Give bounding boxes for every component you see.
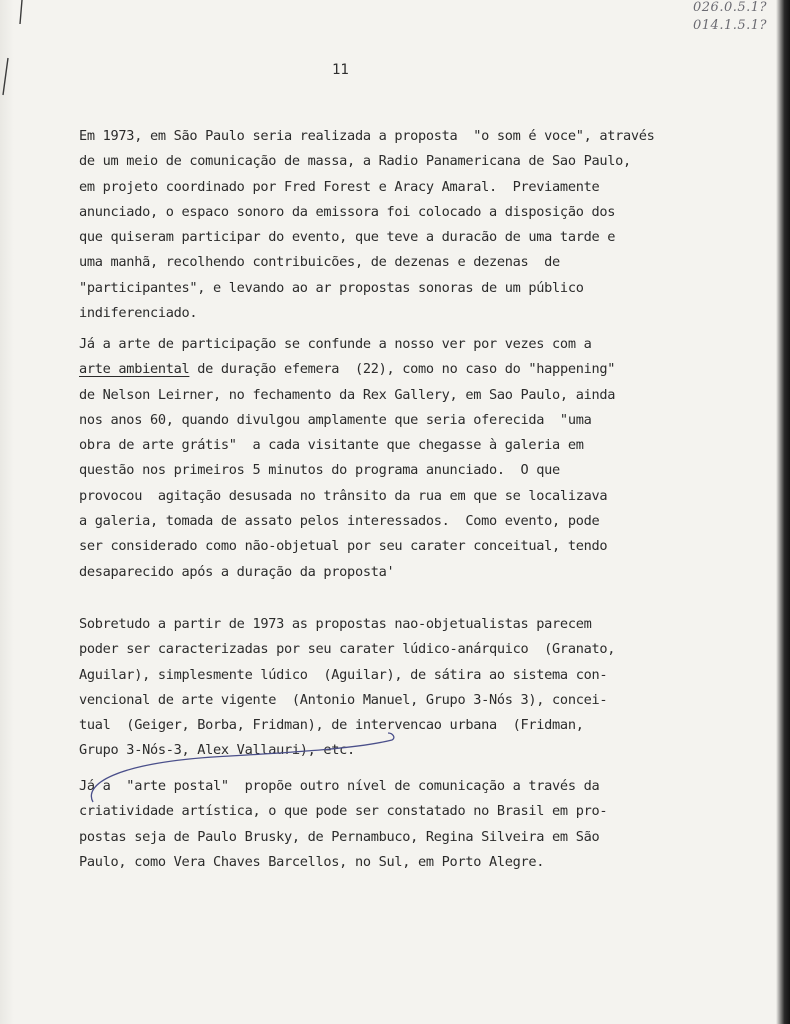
text-line: poder ser caracterizadas por seu carater lúdico-anárquico (Granato, (79, 641, 616, 658)
page-number: 11 (332, 62, 349, 78)
archive-code-1: 026.0.5.1? (693, 0, 767, 15)
text-line: em projeto coordinado por Fred Forest e Aracy Amaral. Previamente (79, 178, 600, 195)
text-line: Grupo 3-Nós-3, Alex Vallauri), etc. (79, 742, 355, 759)
text-line: Paulo, como Vera Chaves Barcellos, no Sul, em Porto Alegre. (79, 853, 545, 870)
archive-code-2: 014.1.5.1? (693, 18, 767, 33)
paragraph-arte-postal (79, 774, 739, 875)
text-line: vencional de arte vigente (Antonio Manuel, Grupo 3-Nós 3), concei- (79, 691, 608, 708)
text-line: a galeria, tomada de assato pelos interessados. Como evento, pode (79, 513, 600, 530)
text-line: tual (Geiger, Borba, Fridman), de intervencao urbana (Fridman, (79, 717, 584, 734)
text-line: Em 1973, em São Paulo seria realizada a proposta "o som é voce", através (79, 128, 655, 144)
text-line: Já a "arte postal" propõe outro nível de comunicação a través da (79, 778, 600, 794)
text-line: provocou agitação desusada no trânsito da rua em que se localizava (79, 487, 608, 504)
text-line: indiferenciado. (79, 305, 198, 322)
text-line: desaparecido após a duração da proposta' (79, 563, 395, 580)
text-line: Aguilar), simplesmente lúdico (Aguilar), de sátira ao sistema con- (79, 666, 608, 683)
paragraph-arte-participacao (79, 332, 739, 585)
text-line: uma manhã, recolhendo contribuicões, de dezenas e dezenas de (79, 254, 560, 271)
text-line: "participantes", e levando ao ar propostas sonoras de um público (79, 279, 584, 296)
text-line: criatividade artística, o que pode ser constatado no Brasil em pro- (79, 803, 608, 820)
text-line: que quiseram participar do evento, que teve a duracão de uma tarde e (79, 229, 616, 246)
text-line-rest: de duração efemera (22), como no caso do "happening" (189, 361, 616, 378)
scan-left-edge (0, 0, 14, 1024)
text-line: nos anos 60, quando divulgou amplamente que seria oferecida "uma (79, 411, 592, 428)
text-line: de um meio de comunicação de massa, a Radio Panamericana de Sao Paulo, (79, 153, 631, 170)
text-line: postas seja de Paulo Brusky, de Pernambuco, Regina Silveira em São (79, 828, 600, 845)
text-line: anunciado, o espaco sonoro da emissora foi colocado a disposição dos (79, 203, 616, 220)
text-line: questão nos primeiros 5 minutos do programa anunciado. O que (79, 462, 560, 479)
underlined-term: arte ambiental (79, 361, 190, 378)
text-line: de Nelson Leirner, no fechamento da Rex Gallery, em Sao Paulo, ainda (79, 386, 616, 403)
text-line (79, 357, 739, 382)
paragraph-nao-objetualistas (79, 612, 739, 764)
text-line: Já a arte de participação se confunde a nosso ver por vezes com a (79, 336, 592, 352)
paragraph-radio-panamericana (79, 124, 739, 326)
scan-right-edge (776, 0, 790, 1024)
text-line: obra de arte grátis" a cada visitante que chegasse à galeria em (79, 437, 584, 454)
text-line: Sobretudo a partir de 1973 as propostas nao-objetualistas parecem (79, 616, 592, 632)
text-line: ser considerado como não-objetual por seu carater conceitual, tendo (79, 538, 608, 555)
